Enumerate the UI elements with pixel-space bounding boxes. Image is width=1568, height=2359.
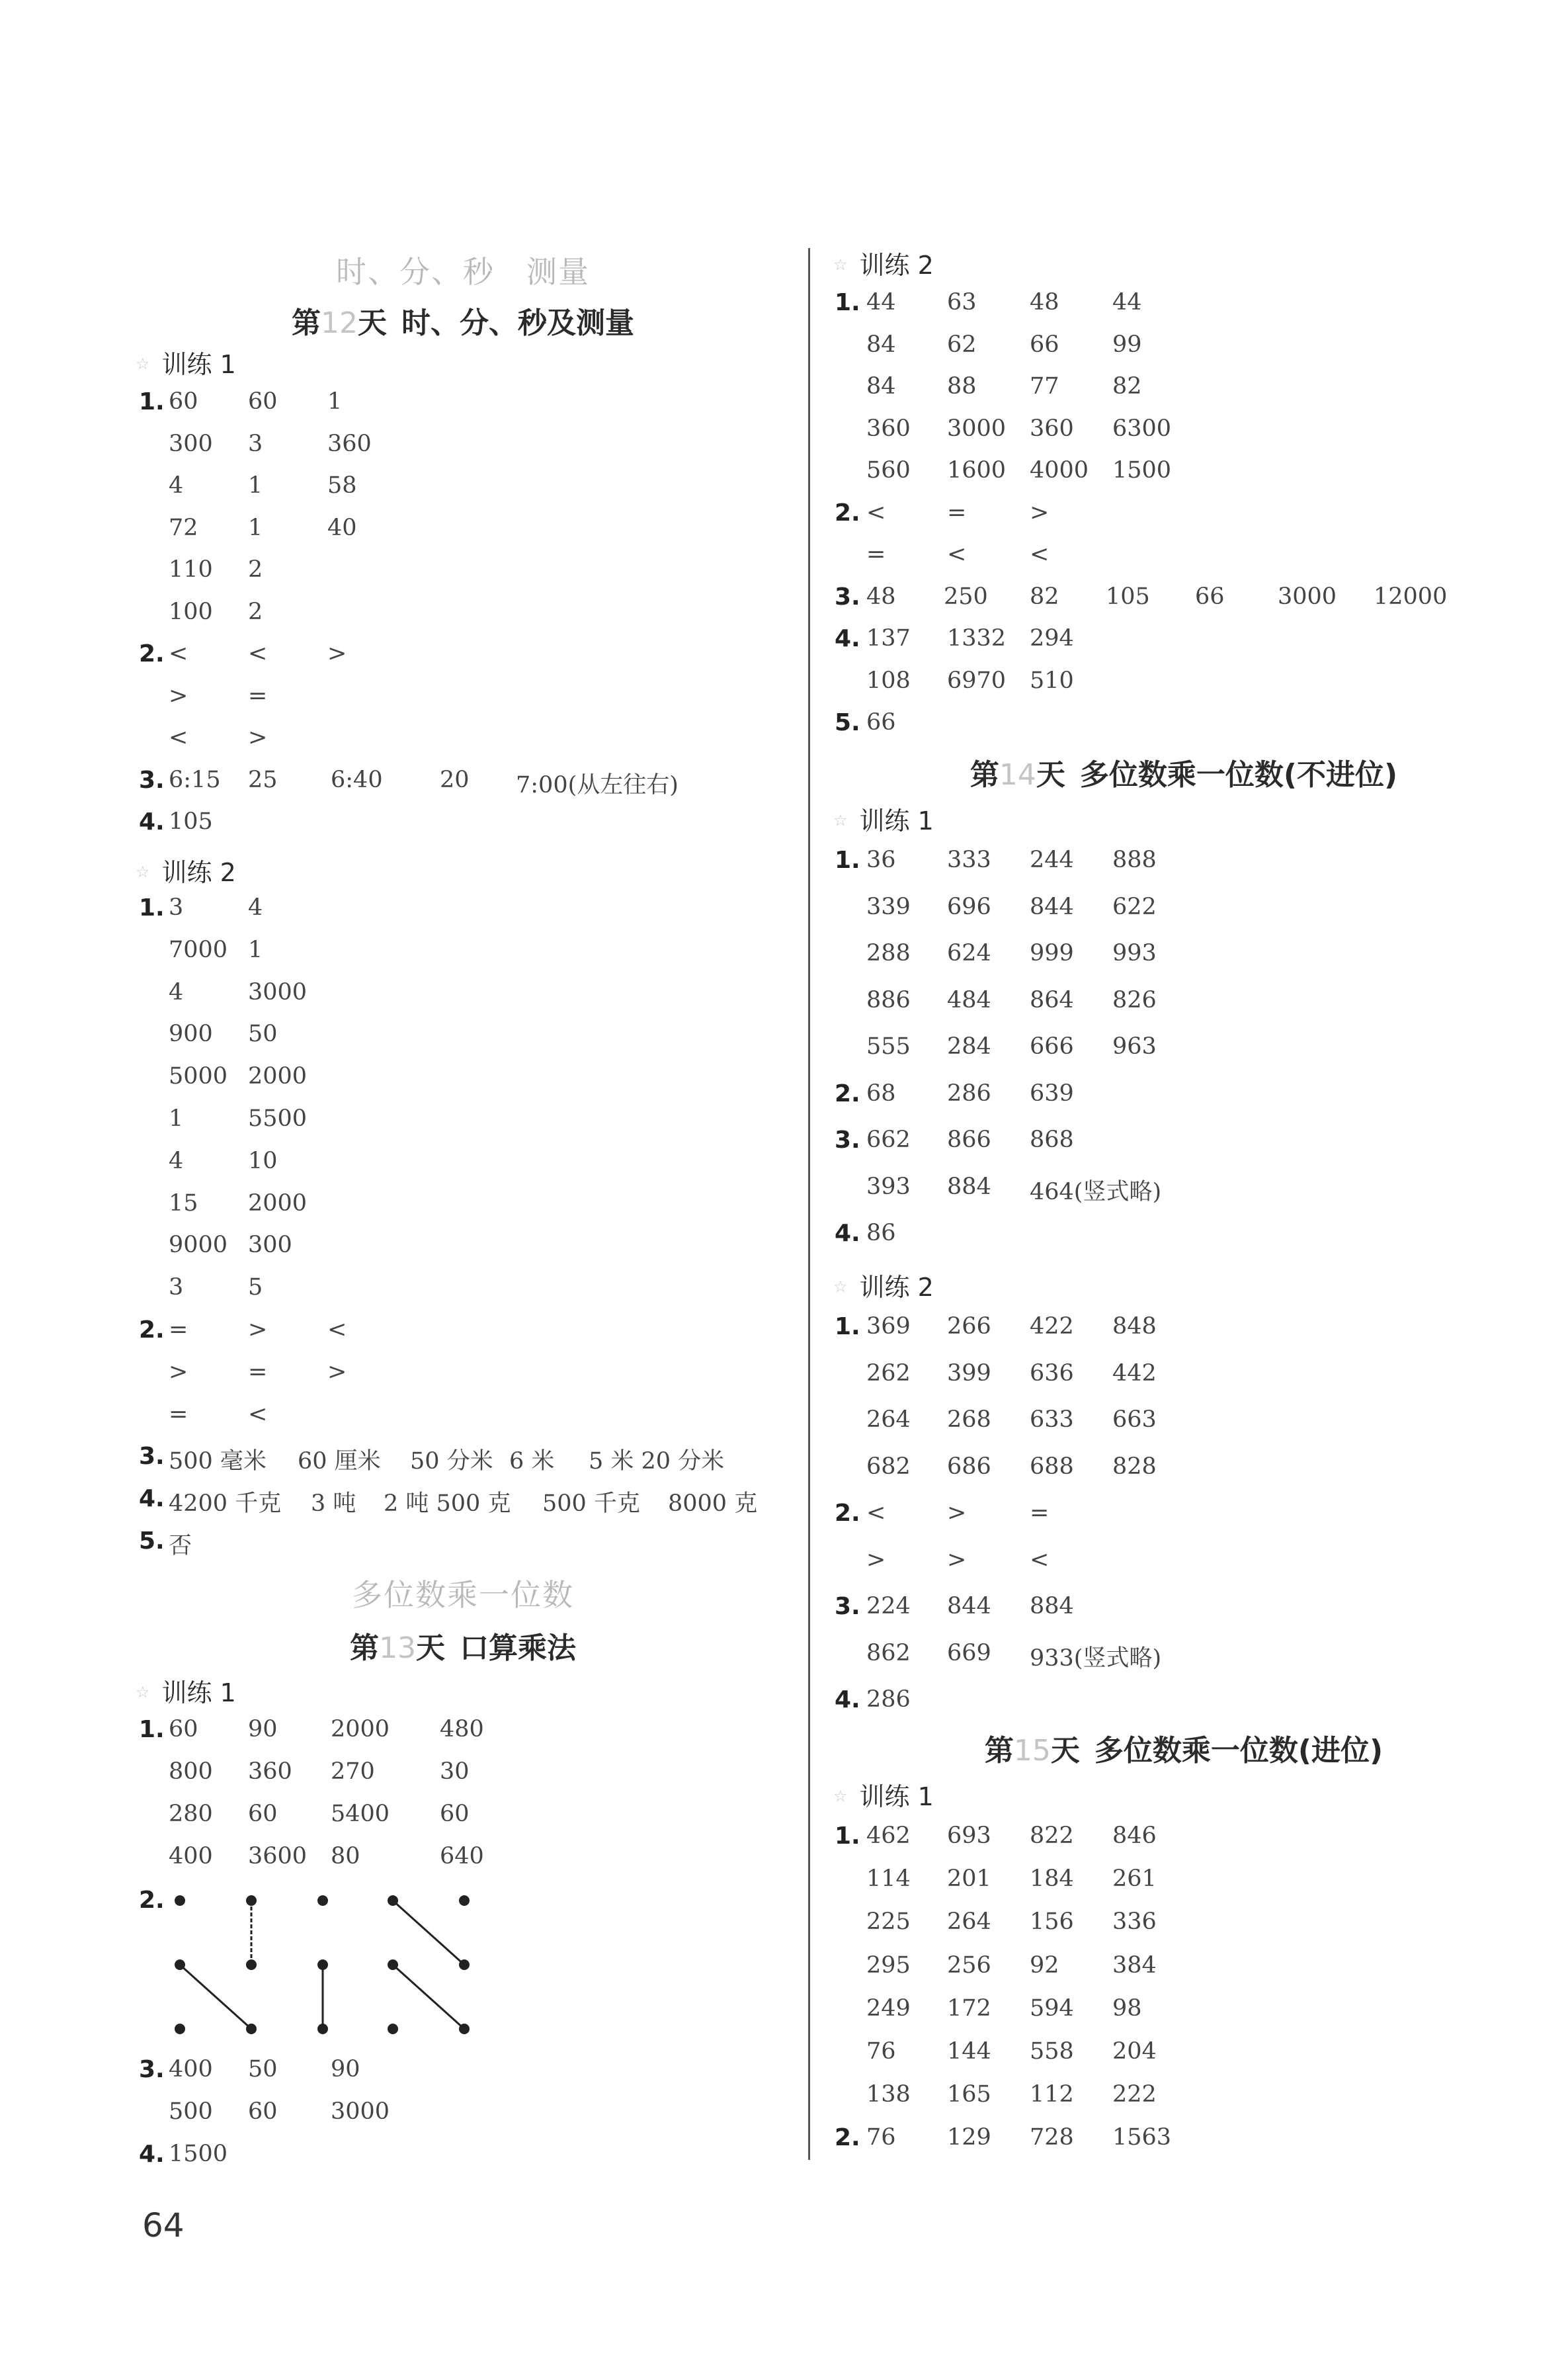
answer-value: 222 [1112, 2081, 1157, 2108]
answer-value: 15 [169, 1189, 198, 1217]
answer-value: > [169, 682, 188, 709]
answer-value: 156 [1030, 1909, 1074, 1936]
answer-value: > [169, 1358, 188, 1385]
question-number: 4. [139, 1485, 165, 1513]
answer-value: 500 毫米 [169, 1448, 267, 1475]
answer-value: 399 [947, 1359, 991, 1387]
answer-value: > [947, 1546, 967, 1573]
answer-value: 640 [440, 1843, 484, 1869]
answer-value: 484 [947, 986, 991, 1013]
answer-value: > [866, 1546, 886, 1573]
answer-value: 264 [947, 1909, 991, 1936]
answer-value: 868 [1030, 1127, 1074, 1153]
day-13-title: 第13天 口算乘法 [350, 1631, 576, 1665]
answer-value: 2 [248, 598, 263, 625]
answer-value: 639 [1030, 1080, 1074, 1107]
answer-value: 98 [1112, 1994, 1142, 2022]
answer-value: 1500 [169, 2141, 228, 2167]
question-number: 3. [835, 1127, 860, 1154]
answer-value: 560 [866, 457, 911, 484]
d13-training-2-label: ☆ 训练 2 [833, 251, 934, 280]
answer-value: 266 [947, 1313, 991, 1340]
answer-value: 5 [248, 1274, 263, 1301]
answer-value: = [248, 682, 268, 709]
answer-value: 333 [947, 847, 991, 873]
answer-value: 50 [248, 1021, 278, 1048]
answer-value: > [248, 1316, 268, 1343]
answer-value: 3 [169, 1274, 184, 1301]
answer-value: 360 [1030, 415, 1074, 442]
dot [175, 2024, 185, 2034]
answer-value: 3000 [248, 978, 308, 1006]
answer-value: = [169, 1316, 188, 1343]
answer-value: 4 [169, 1147, 184, 1174]
answer-value: 682 [866, 1453, 911, 1480]
answer-value: 9000 [169, 1232, 228, 1259]
answer-value: 1600 [947, 457, 1007, 484]
answer-value: 264 [866, 1406, 911, 1433]
question-number: 3. [835, 583, 860, 611]
answer-value: 669 [947, 1639, 991, 1666]
answer-value: 400 [169, 2056, 213, 2082]
answer-value: 6970 [947, 667, 1007, 694]
answer-value: 295 [866, 1952, 911, 1979]
answer-value: 1563 [1112, 2124, 1172, 2151]
answer-value: 464(竖式略) [1030, 1178, 1162, 1205]
answer-value: 8000 克 [668, 1490, 758, 1518]
answer-value: 268 [947, 1406, 991, 1433]
question-number: 2. [835, 499, 860, 527]
answer-value: 688 [1030, 1453, 1074, 1480]
star-icon: ☆ [833, 811, 848, 830]
answer-value: 60 [169, 388, 198, 415]
answer-value: 6 米 [509, 1448, 555, 1475]
question-number: 4. [139, 808, 165, 836]
answer-value: 250 [944, 583, 988, 610]
answer-value: 44 [866, 289, 896, 316]
answer-value: 6:15 [169, 766, 221, 793]
answer-value: 114 [866, 1866, 911, 1893]
question-number: 2. [835, 1080, 860, 1107]
answer-value: < [866, 1500, 886, 1526]
answer-value: 76 [866, 2038, 896, 2065]
question-number: 1. [835, 847, 860, 874]
answer-value: 165 [947, 2081, 991, 2108]
answer-value: 68 [866, 1080, 896, 1107]
answer-value: 5 米 20 分米 [589, 1448, 725, 1475]
answer-value: 822 [1030, 1823, 1074, 1849]
answer-value: 44 [1112, 289, 1142, 316]
answer-value: 300 [248, 1232, 292, 1259]
answer-value: 360 [327, 430, 372, 457]
answer-value: 270 [331, 1758, 375, 1785]
answer-value: 728 [1030, 2124, 1074, 2151]
answer-value: > [327, 1358, 347, 1385]
answer-value: 844 [1030, 893, 1074, 920]
answer-value: 1 [248, 514, 263, 541]
answer-value: 6:40 [331, 766, 383, 793]
answer-value: 77 [1030, 373, 1059, 400]
question-number: 2. [835, 1500, 860, 1527]
answer-value: 2 [248, 556, 263, 583]
answer-value: 50 [248, 2056, 278, 2082]
answer-value: 826 [1112, 986, 1157, 1013]
answer-value: 886 [866, 986, 911, 1013]
day-14-title: 第14天 多位数乘一位数(不进位) [970, 758, 1398, 792]
answer-value: 201 [947, 1866, 991, 1893]
question-number: 1. [835, 1313, 860, 1340]
answer-value: 369 [866, 1313, 911, 1340]
answer-value: 82 [1030, 583, 1059, 610]
answer-value: 6300 [1112, 415, 1172, 442]
question-number: 1. [139, 388, 165, 415]
answer-value: = [248, 1358, 268, 1385]
answer-value: 5400 [331, 1801, 390, 1827]
answer-value: 286 [866, 1686, 911, 1713]
answer-value: 3000 [947, 415, 1007, 442]
answer-value: > [327, 640, 347, 667]
answer-value: 12000 [1374, 583, 1448, 610]
answer-value: 884 [1030, 1593, 1074, 1619]
answer-value: 500 千克 [542, 1490, 640, 1518]
question-number: 2. [139, 1316, 165, 1344]
answer-value: 888 [1112, 847, 1157, 873]
star-icon: ☆ [136, 863, 150, 881]
answer-value: 422 [1030, 1313, 1074, 1340]
answer-value: 否 [169, 1533, 192, 1559]
answer-value: 555 [866, 1033, 911, 1060]
unit-title-time-measure: 时、分、秒 测量 [336, 254, 590, 290]
answer-value: < [327, 1316, 347, 1343]
answer-value: 66 [1030, 331, 1059, 358]
answer-value: 2000 [248, 1063, 308, 1090]
unit-title-multiplication: 多位数乘一位数 [352, 1577, 574, 1613]
answer-value: < [947, 541, 967, 568]
question-number: 3. [835, 1593, 860, 1620]
answer-value: < [866, 499, 886, 526]
answer-value: 1 [248, 936, 263, 963]
answer-value: 110 [169, 556, 213, 583]
answer-value: 339 [866, 893, 911, 920]
answer-value: 108 [866, 667, 911, 694]
question-number: 5. [139, 1527, 165, 1555]
answer-value: 300 [169, 430, 213, 457]
match-line [393, 1901, 464, 1965]
answer-value: 256 [947, 1952, 991, 1979]
d13-training-1-label: ☆ 训练 1 [136, 1678, 236, 1707]
answer-value: 999 [1030, 940, 1074, 966]
answer-value: < [169, 724, 188, 751]
answer-value: 1 [327, 388, 343, 415]
column-divider [808, 248, 810, 2160]
answer-value: 828 [1112, 1453, 1157, 1480]
dot [317, 1895, 328, 1906]
answer-value: 636 [1030, 1359, 1074, 1387]
answer-value: 284 [947, 1033, 991, 1060]
d14-training-1-label: ☆ 训练 1 [833, 806, 934, 836]
answer-value: 3600 [248, 1843, 308, 1869]
answer-value: 666 [1030, 1033, 1074, 1060]
question-number: 1. [139, 894, 165, 922]
d12-training-2-label: ☆ 训练 2 [136, 858, 236, 887]
question-number: 3. [139, 766, 165, 794]
answer-value: 280 [169, 1801, 213, 1827]
answer-value: 7000 [169, 936, 228, 963]
answer-value: 90 [331, 2056, 360, 2082]
answer-value: 933(竖式略) [1030, 1645, 1162, 1672]
question-number: 2. [835, 2124, 860, 2152]
answer-value: 4 [169, 472, 184, 499]
d14-training-2-label: ☆ 训练 2 [833, 1273, 934, 1302]
question-number: 3. [139, 2056, 165, 2083]
answer-value: 138 [866, 2081, 911, 2108]
answer-value: 866 [947, 1127, 991, 1153]
question-number: 5. [835, 709, 860, 736]
answer-value: 480 [440, 1716, 484, 1742]
day-15-title: 第15天 多位数乘一位数(进位) [984, 1734, 1383, 1768]
answer-value: 4200 千克 [169, 1490, 282, 1518]
answer-value: 848 [1112, 1313, 1157, 1340]
star-icon: ☆ [136, 355, 150, 373]
answer-value: 25 [248, 766, 278, 793]
answer-value: 2 吨 500 克 [384, 1490, 511, 1518]
answer-value: 86 [866, 1220, 896, 1246]
answer-value: 336 [1112, 1909, 1157, 1936]
answer-value: 92 [1030, 1952, 1059, 1979]
star-icon: ☆ [833, 255, 848, 274]
answer-value: 204 [1112, 2038, 1157, 2065]
answer-value: 900 [169, 1021, 213, 1048]
match-line [393, 1965, 464, 2029]
answer-value: 884 [947, 1173, 991, 1200]
answer-value: 4000 [1030, 457, 1089, 484]
answer-value: 4 [248, 894, 263, 921]
answer-value: 99 [1112, 331, 1142, 358]
answer-value: 800 [169, 1758, 213, 1785]
question-number: 2. [139, 640, 165, 667]
answer-value: 442 [1112, 1359, 1157, 1387]
answer-value: 294 [1030, 625, 1074, 652]
answer-value: < [248, 640, 268, 667]
answer-value: 72 [169, 514, 198, 541]
answer-value: 360 [248, 1758, 292, 1785]
answer-value: < [248, 1400, 268, 1428]
answer-value: 844 [947, 1593, 991, 1619]
page-number: 64 [142, 2206, 185, 2245]
answer-value: 4 [169, 978, 184, 1006]
star-icon: ☆ [136, 1683, 150, 1701]
answer-value: = [866, 541, 886, 568]
answer-value: 1 [169, 1105, 184, 1132]
answer-value: = [1030, 1500, 1050, 1526]
answer-value: 1332 [947, 625, 1007, 652]
answer-value: 862 [866, 1639, 911, 1666]
answer-value: 633 [1030, 1406, 1074, 1433]
answer-value: 76 [866, 2124, 896, 2151]
answer-value: 50 分米 [410, 1448, 493, 1475]
answer-value: 60 [440, 1801, 470, 1827]
answer-value: 1500 [1112, 457, 1172, 484]
answer-value: 286 [947, 1080, 991, 1107]
answer-value: 105 [1106, 583, 1150, 610]
answer-value: 249 [866, 1994, 911, 2022]
question-number: 1. [139, 1716, 165, 1743]
answer-value: 58 [327, 472, 357, 499]
star-icon: ☆ [833, 1277, 848, 1296]
answer-value: 62 [947, 331, 977, 358]
answer-value: 48 [866, 583, 896, 610]
answer-value: 137 [866, 625, 911, 652]
answer-value: 624 [947, 940, 991, 966]
answer-value: 60 厘米 [298, 1448, 381, 1475]
answer-value: 30 [440, 1758, 470, 1785]
star-icon: ☆ [833, 1787, 848, 1805]
answer-value: 360 [866, 415, 911, 442]
answer-value: 84 [866, 331, 896, 358]
dot [175, 1895, 185, 1906]
answer-value: 686 [947, 1453, 991, 1480]
answer-value: < [169, 640, 188, 667]
answer-value: 172 [947, 1994, 991, 2022]
answer-value: 5500 [248, 1105, 308, 1132]
answer-value: 3 [169, 894, 184, 921]
answer-value: 261 [1112, 1866, 1157, 1893]
answer-value: 66 [1195, 583, 1225, 610]
day-12-title: 第12天 时、分、秒及测量 [292, 306, 634, 340]
answer-value: > [1030, 499, 1050, 526]
dot [459, 1895, 470, 1906]
answer-value: 3 吨 [311, 1490, 356, 1518]
answer-value: 40 [327, 514, 357, 541]
answer-value: 225 [866, 1909, 911, 1936]
answer-value: 3 [248, 430, 263, 457]
answer-value: 662 [866, 1127, 911, 1153]
answer-value: 36 [866, 847, 896, 873]
question-number: 3. [139, 1443, 165, 1471]
match-line [180, 1965, 251, 2029]
answer-value: 693 [947, 1823, 991, 1849]
answer-value: 1 [248, 472, 263, 499]
answer-value: 184 [1030, 1866, 1074, 1893]
answer-value: 2000 [331, 1716, 390, 1742]
answer-value: > [947, 1500, 967, 1526]
d15-training-1-label: ☆ 训练 1 [833, 1782, 934, 1811]
answer-value: 144 [947, 2038, 991, 2065]
answer-value: 100 [169, 598, 213, 625]
answer-value: 244 [1030, 847, 1074, 873]
answer-value: 500 [169, 2098, 213, 2125]
answer-value: 594 [1030, 1994, 1074, 2022]
answer-value: 88 [947, 373, 977, 400]
answer-value: 224 [866, 1593, 911, 1619]
answer-value: 3000 [331, 2098, 390, 2125]
answer-value: 84 [866, 373, 896, 400]
answer-value: 462 [866, 1823, 911, 1849]
dot [388, 2024, 398, 2034]
answer-value: 3000 [1278, 583, 1337, 610]
answer-value: > [248, 724, 268, 751]
answer-value: 105 [169, 808, 213, 835]
answer-value: 510 [1030, 667, 1074, 694]
answer-value: < [1030, 1546, 1050, 1573]
answer-value: 20 [440, 766, 470, 793]
answer-value: < [1030, 541, 1050, 568]
answer-value: 288 [866, 940, 911, 966]
matching-lines-diagram [159, 1875, 503, 2041]
answer-value: 66 [866, 709, 896, 736]
answer-value: 2000 [248, 1189, 308, 1217]
d12-training-1-label: ☆ 训练 1 [136, 350, 236, 379]
answer-value: 262 [866, 1359, 911, 1387]
answer-value: 963 [1112, 1033, 1157, 1060]
answer-value: 60 [169, 1716, 198, 1742]
question-number: 4. [835, 625, 860, 652]
answer-value: 622 [1112, 893, 1157, 920]
question-number: 4. [835, 1686, 860, 1713]
answer-value: 60 [248, 1801, 278, 1827]
answer-value: 5000 [169, 1063, 228, 1090]
answer-value: 696 [947, 893, 991, 920]
answer-value: 864 [1030, 986, 1074, 1013]
answer-value: = [947, 499, 967, 526]
question-number: 1. [835, 289, 860, 316]
answer-value: 112 [1030, 2081, 1074, 2108]
answer-value: 48 [1030, 289, 1059, 316]
answer-value: 993 [1112, 940, 1157, 966]
answer-value: 393 [866, 1173, 911, 1200]
answer-value: 400 [169, 1843, 213, 1869]
question-number: 4. [139, 2141, 165, 2168]
answer-value: 663 [1112, 1406, 1157, 1433]
answer-value: 60 [248, 388, 278, 415]
answer-value: 846 [1112, 1823, 1157, 1849]
answer-value: 558 [1030, 2038, 1074, 2065]
answer-value: 80 [331, 1843, 360, 1869]
answer-value: 82 [1112, 373, 1142, 400]
answer-value: 63 [947, 289, 977, 316]
answer-value: 60 [248, 2098, 278, 2125]
answer-value: 90 [248, 1716, 278, 1742]
answer-value: 129 [947, 2124, 991, 2151]
question-number: 4. [835, 1220, 860, 1247]
answer-value: = [169, 1400, 188, 1428]
answer-value: 7:00(从左往右) [516, 771, 679, 798]
question-number: 1. [835, 1823, 860, 1850]
answer-value: 10 [248, 1147, 278, 1174]
answer-value: 384 [1112, 1952, 1157, 1979]
